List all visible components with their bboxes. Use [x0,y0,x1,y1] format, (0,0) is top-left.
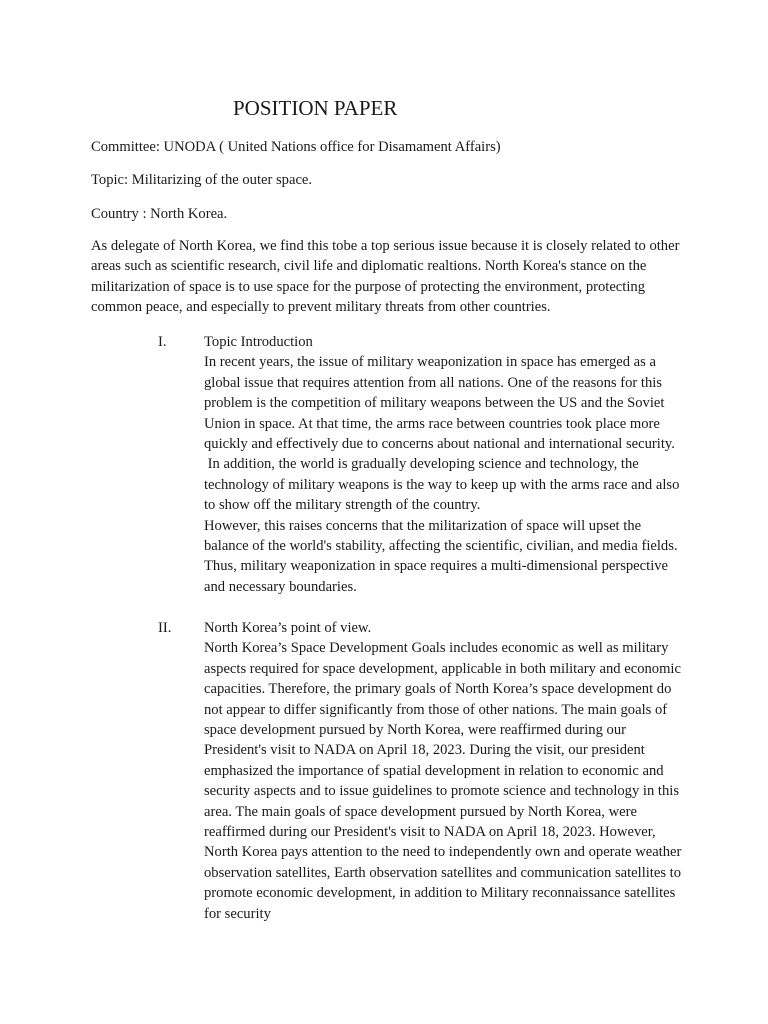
country-line: Country : North Korea. [91,206,228,222]
section-1-heading: Topic Introduction [204,334,313,350]
committee-line: Committee: UNODA ( United Nations office for Disamament Affairs) [91,139,501,155]
section-2-heading: North Korea’s point of view. [204,620,372,636]
section-1-paragraph: In addition, the world is gradually developing science and technology, the technology of military weapons is the way to keep up with the arms race and also to show off the military strength of the country. [204,456,684,514]
section-number-2: II. [158,620,172,636]
section-1 [204,332,682,597]
page-title: POSITION PAPER [233,96,398,120]
topic-line: Topic: Militarizing of the outer space. [91,172,313,188]
intro-paragraph [91,236,691,318]
section-number-1: I. [158,334,167,350]
section-2 [204,618,682,924]
section-2-paragraph: North Korea’s Space Development Goals includes economic as well as military aspects required for space development, applicable in both military and economic capacities. Therefore, the primary goals of North Korea’s space development do not appear to differ significantly from those of other nations. The main goals of space development pursued by North Korea, were reaffirmed during our President's visit to NADA on April 18, 2023. During the visit, our president emphasized the importance of spatial development in relation to economic and security aspects and to issue guidelines to promote science and technology in this area. The main goals of space development pursued by North Korea, were reaffirmed during our President's visit to NADA on April 18, 2023. However, North Korea pays attention to the need to independently own and operate weather observation satellites, Earth observation satellites and communication satellites to promote economic development, in addition to Military reconnaissance satellites for security [204,640,682,922]
section-1-paragraph: In recent years, the issue of military weaponization in space has emerged as a global issue that requires attention from all nations. One of the reasons for this problem is the competition of military weapons between the US and the Soviet Union in space. At that time, the arms race between countries took place more quickly and effectively due to concerns about national and international security. [204,354,675,453]
section-1-paragraph: However, this raises concerns that the militarization of space will upset the balance of the world's stability, affecting the scientific, civilian, and media fields. Thus, military weaponization in space requires a multi-dimensional perspective and necessary boundaries. [204,517,678,595]
intro-text: As delegate of North Korea, we find this tobe a top serious issue because it is closely related to other areas such as scientific research, civil life and diplomatic realtions. North Korea's stance on the militarization of space is to use space for the purpose of protecting the environment, protecting common peace, and especially to prevent military threats from other countries. [91,238,680,316]
